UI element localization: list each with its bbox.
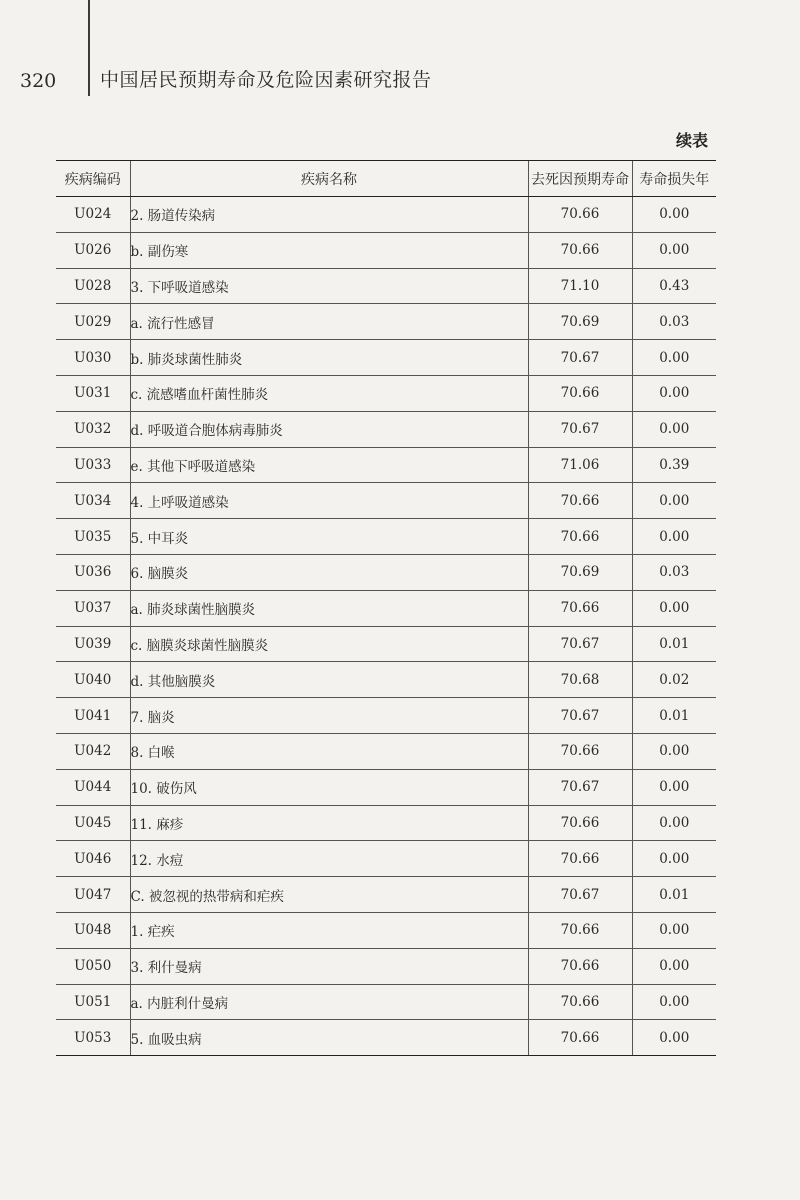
- life-lost-value: 0.02: [632, 662, 716, 698]
- disease-name: 7. 脑炎: [130, 698, 528, 734]
- life-expectancy-value: 71.10: [528, 268, 632, 304]
- life-expectancy-value: 70.69: [528, 554, 632, 590]
- table-row: [56, 519, 716, 555]
- disease-code: U031: [56, 375, 130, 411]
- table-row: [56, 912, 716, 948]
- disease-code: U032: [56, 411, 130, 447]
- life-expectancy-value: 71.06: [528, 447, 632, 483]
- disease-code: U030: [56, 340, 130, 376]
- disease-code: U044: [56, 769, 130, 805]
- life-lost-value: 0.00: [632, 984, 716, 1020]
- disease-code: U033: [56, 447, 130, 483]
- disease-name: d. 呼吸道合胞体病毒肺炎: [130, 411, 528, 447]
- life-lost-value: 0.00: [632, 1020, 716, 1056]
- disease-name: 2. 肠道传染病: [130, 197, 528, 233]
- disease-table: [56, 160, 716, 1056]
- disease-code: U047: [56, 877, 130, 913]
- life-lost-value: 0.01: [632, 877, 716, 913]
- disease-name: 5. 血吸虫病: [130, 1020, 528, 1056]
- table-row: [56, 268, 716, 304]
- life-expectancy-value: 70.66: [528, 232, 632, 268]
- table-row: [56, 197, 716, 233]
- column-header-name: 疾病名称: [130, 161, 528, 197]
- column-header-code: 疾病编码: [56, 161, 130, 197]
- table-row: [56, 340, 716, 376]
- life-lost-value: 0.00: [632, 375, 716, 411]
- disease-name: 3. 利什曼病: [130, 948, 528, 984]
- disease-code: U036: [56, 554, 130, 590]
- continued-label: 续表: [675, 131, 708, 150]
- disease-code: U028: [56, 268, 130, 304]
- disease-code: U024: [56, 197, 130, 233]
- life-lost-value: 0.39: [632, 447, 716, 483]
- disease-code: U040: [56, 662, 130, 698]
- life-expectancy-value: 70.67: [528, 769, 632, 805]
- column-header-life-lost: 寿命损失年: [632, 161, 716, 197]
- disease-name: d. 其他脑膜炎: [130, 662, 528, 698]
- disease-code: U034: [56, 483, 130, 519]
- table-row: [56, 411, 716, 447]
- disease-code: U042: [56, 733, 130, 769]
- disease-name: c. 脑膜炎球菌性脑膜炎: [130, 626, 528, 662]
- life-expectancy-value: 70.66: [528, 483, 632, 519]
- life-lost-value: 0.00: [632, 411, 716, 447]
- table-row: [56, 769, 716, 805]
- life-expectancy-value: 70.67: [528, 626, 632, 662]
- table-header-row: [56, 161, 716, 197]
- life-lost-value: 0.00: [632, 841, 716, 877]
- life-lost-value: 0.00: [632, 232, 716, 268]
- disease-code: U039: [56, 626, 130, 662]
- disease-code: U051: [56, 984, 130, 1020]
- column-header-life-expectancy: 去死因预期寿命: [528, 161, 632, 197]
- table-row: [56, 626, 716, 662]
- disease-name: a. 肺炎球菌性脑膜炎: [130, 590, 528, 626]
- life-expectancy-value: 70.66: [528, 805, 632, 841]
- disease-name: b. 肺炎球菌性肺炎: [130, 340, 528, 376]
- life-expectancy-value: 70.66: [528, 1020, 632, 1056]
- table-row: [56, 698, 716, 734]
- life-expectancy-value: 70.67: [528, 340, 632, 376]
- life-lost-value: 0.00: [632, 948, 716, 984]
- disease-name: 1. 疟疾: [130, 912, 528, 948]
- life-expectancy-value: 70.66: [528, 733, 632, 769]
- disease-name: a. 流行性感冒: [130, 304, 528, 340]
- table-row: [56, 304, 716, 340]
- life-lost-value: 0.43: [632, 268, 716, 304]
- life-expectancy-value: 70.66: [528, 519, 632, 555]
- life-lost-value: 0.00: [632, 197, 716, 233]
- life-expectancy-value: 70.66: [528, 375, 632, 411]
- disease-name: b. 副伤寒: [130, 232, 528, 268]
- life-lost-value: 0.01: [632, 698, 716, 734]
- table-row: [56, 375, 716, 411]
- book-title: 中国居民预期寿命及危险因素研究报告: [100, 69, 432, 91]
- life-expectancy-value: 70.67: [528, 877, 632, 913]
- life-lost-value: 0.00: [632, 912, 716, 948]
- disease-code: U045: [56, 805, 130, 841]
- life-expectancy-value: 70.66: [528, 841, 632, 877]
- disease-name: c. 流感嗜血杆菌性肺炎: [130, 375, 528, 411]
- disease-code: U035: [56, 519, 130, 555]
- life-expectancy-value: 70.66: [528, 912, 632, 948]
- life-lost-value: 0.00: [632, 733, 716, 769]
- disease-code: U041: [56, 698, 130, 734]
- table-row: [56, 447, 716, 483]
- life-lost-value: 0.00: [632, 590, 716, 626]
- life-expectancy-value: 70.66: [528, 197, 632, 233]
- table-row: [56, 841, 716, 877]
- disease-code: U046: [56, 841, 130, 877]
- disease-name: e. 其他下呼吸道感染: [130, 447, 528, 483]
- life-lost-value: 0.03: [632, 554, 716, 590]
- disease-name: 10. 破伤风: [130, 769, 528, 805]
- life-expectancy-value: 70.66: [528, 590, 632, 626]
- life-expectancy-value: 70.67: [528, 698, 632, 734]
- life-lost-value: 0.00: [632, 519, 716, 555]
- table-row: [56, 232, 716, 268]
- table-row: [56, 984, 716, 1020]
- life-lost-value: 0.00: [632, 805, 716, 841]
- disease-name: a. 内脏利什曼病: [130, 984, 528, 1020]
- disease-name: 11. 麻疹: [130, 805, 528, 841]
- life-expectancy-value: 70.67: [528, 411, 632, 447]
- table-row: [56, 1020, 716, 1056]
- table-row: [56, 554, 716, 590]
- life-lost-value: 0.03: [632, 304, 716, 340]
- page-number: 320: [20, 70, 57, 92]
- table-row: [56, 590, 716, 626]
- table-row: [56, 805, 716, 841]
- disease-code: U037: [56, 590, 130, 626]
- disease-name: 5. 中耳炎: [130, 519, 528, 555]
- life-lost-value: 0.01: [632, 626, 716, 662]
- life-expectancy-value: 70.66: [528, 984, 632, 1020]
- table-row: [56, 877, 716, 913]
- life-expectancy-value: 70.66: [528, 948, 632, 984]
- life-lost-value: 0.00: [632, 340, 716, 376]
- table-body: [56, 197, 716, 1056]
- life-lost-value: 0.00: [632, 483, 716, 519]
- table-row: [56, 662, 716, 698]
- disease-name: C. 被忽视的热带病和疟疾: [130, 877, 528, 913]
- table-row: [56, 733, 716, 769]
- table-row: [56, 948, 716, 984]
- disease-name: 12. 水痘: [130, 841, 528, 877]
- disease-name: 6. 脑膜炎: [130, 554, 528, 590]
- table-row: [56, 483, 716, 519]
- life-lost-value: 0.00: [632, 769, 716, 805]
- life-expectancy-value: 70.68: [528, 662, 632, 698]
- disease-name: 4. 上呼吸道感染: [130, 483, 528, 519]
- disease-code: U048: [56, 912, 130, 948]
- disease-code: U050: [56, 948, 130, 984]
- disease-code: U026: [56, 232, 130, 268]
- life-expectancy-value: 70.69: [528, 304, 632, 340]
- header-divider: [88, 0, 90, 96]
- disease-code: U053: [56, 1020, 130, 1056]
- disease-name: 3. 下呼吸道感染: [130, 268, 528, 304]
- disease-name: 8. 白喉: [130, 733, 528, 769]
- disease-code: U029: [56, 304, 130, 340]
